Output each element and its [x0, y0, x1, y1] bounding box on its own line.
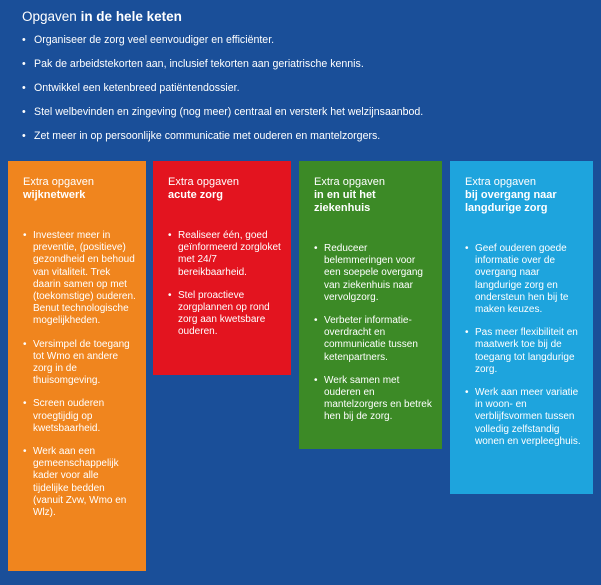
- title-prefix: Opgaven: [22, 9, 77, 24]
- box-task-list: [314, 243, 432, 424]
- box-heading: [23, 176, 136, 202]
- box-task-list: [23, 230, 136, 519]
- box-langdurige-zorg: [450, 161, 593, 494]
- box-heading: [314, 176, 432, 215]
- box-ziekenhuis: [299, 161, 442, 449]
- list-item: • Werk samen met ouderen en mantelzorgers en betrek hen bij de zorg.: [314, 375, 432, 424]
- list-item: • Screen ouderen vroegtijdig op kwetsbaarheid.: [23, 398, 136, 435]
- chain-task-item: • Ontwikkel een ketenbreed patiëntendossier.: [22, 82, 592, 106]
- box-wijknetwerk: [8, 161, 146, 571]
- list-item: • Stel proactieve zorgplannen op rond zorg aan kwetsbare ouderen.: [168, 290, 281, 339]
- chain-task-list: [22, 34, 592, 154]
- section-title: [22, 8, 592, 26]
- box-subtitle: in en uit het ziekenhuis: [314, 189, 376, 214]
- list-item: • Werk aan een gemeenschappelijk kader voor alle tijdelijke bedden (vanuit Zvw, Wmo en Wlz).: [23, 446, 136, 519]
- box-heading: [465, 176, 583, 215]
- title-bold: in de hele keten: [80, 9, 182, 24]
- box-subtitle: acute zorg: [168, 189, 224, 201]
- box-label: Extra opgaven: [168, 176, 239, 188]
- chain-task-item: • Stel welbevinden en zingeving (nog meer) centraal en versterk het welzijnsaanbod.: [22, 106, 592, 130]
- box-subtitle: bij overgang naar langdurige zorg: [465, 189, 557, 214]
- box-task-list: [465, 243, 583, 448]
- chain-tasks-section: [22, 8, 592, 154]
- chain-task-item: • Zet meer in op persoonlijke communicatie met ouderen en mantelzorgers.: [22, 130, 592, 154]
- list-item: • Investeer meer in preventie, (positieve) gezondheid en behoud van vitaliteit. Trek daarin samen op met (toekomstige) ouderen. Benut technologische mogelijkheden.: [23, 230, 136, 328]
- chain-task-item: • Pak de arbeidstekorten aan, inclusief tekorten aan geriatrische kennis.: [22, 58, 592, 82]
- list-item: • Geef ouderen goede informatie over de overgang naar langdurige zorg en ondersteun hen bij te maken keuzes.: [465, 243, 583, 316]
- box-heading: [168, 176, 281, 202]
- list-item: • Verbeter informatie-overdracht en communicatie tussen ketenpartners.: [314, 315, 432, 364]
- box-acute-zorg: [153, 161, 291, 375]
- list-item: • Reduceer belemmeringen voor een soepele overgang van ziekenhuis naar vervolgzorg.: [314, 243, 432, 304]
- chain-task-item: • Organiseer de zorg veel eenvoudiger en efficiënter.: [22, 34, 592, 58]
- list-item: • Werk aan meer variatie in woon- en verblijfsvormen tussen volledig zelfstandig wonen en verpleeghuis.: [465, 387, 583, 448]
- box-task-list: [168, 230, 281, 339]
- box-label: Extra opgaven: [465, 176, 536, 188]
- box-label: Extra opgaven: [314, 176, 385, 188]
- box-label: Extra opgaven: [23, 176, 94, 188]
- list-item: • Pas meer flexibiliteit en maatwerk toe bij de toegang tot langdurige zorg.: [465, 327, 583, 376]
- box-subtitle: wijknetwerk: [23, 189, 86, 201]
- list-item: • Versimpel de toegang tot Wmo en andere zorg in de thuisomgeving.: [23, 339, 136, 388]
- list-item: • Realiseer één, goed geïnformeerd zorgloket met 24/7 bereikbaarheid.: [168, 230, 281, 279]
